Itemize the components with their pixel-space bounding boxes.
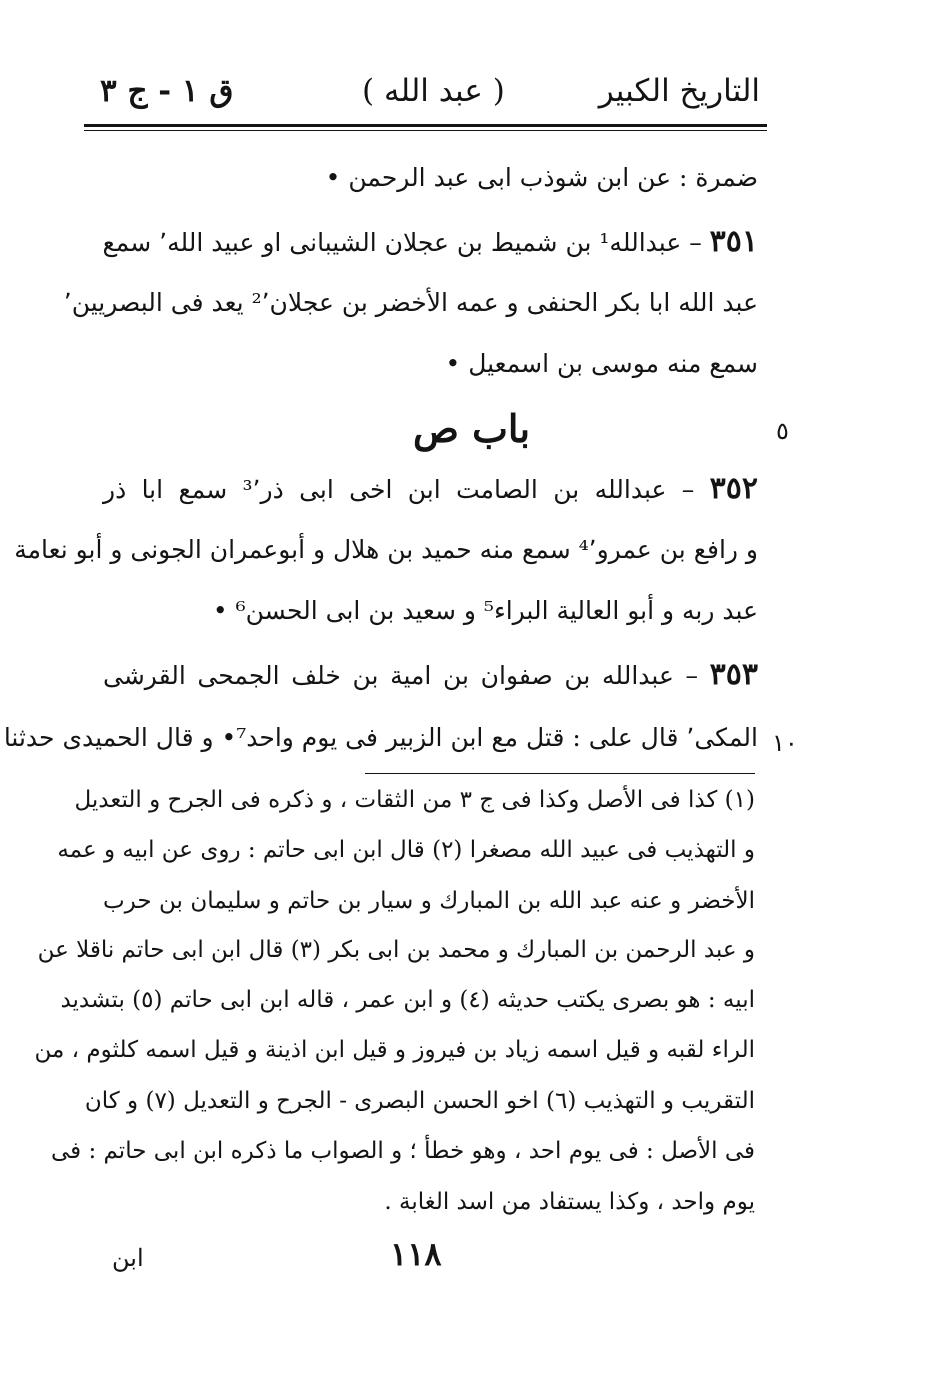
footnote-line: الراء لقبه و قيل اسمه زياد بن فيروز و قيل ابن اذينة و قيل اسمه كلثوم ، من <box>34 1037 755 1063</box>
entry-text: – عبدالله بن الصامت ابن اخى ابى ذر³٬ سمع ابا ذر <box>103 475 695 504</box>
footnote-line: و عبد الرحمن بن المبارك و محمد بن ابى بكر (٣) قال ابن ابى حاتم ناقلا عن <box>37 937 755 963</box>
catchword: ابن <box>112 1244 144 1272</box>
entry-351-line-1 <box>103 222 758 263</box>
footnote-line: التقريب و التهذيب (٦) اخو الحسن البصرى - الجرح و التعديل (٧) و كان <box>84 1088 755 1114</box>
entry-352-line-2: و رافع بن عمرو⁴٬ سمع منه حميد بن هلال و أبوعمران الجونى و أبو نعامة <box>14 535 758 564</box>
footnote-line: و التهذيب فى عبيد الله مصغرا (٢) قال ابن ابى حاتم : روى عن ابيه و عمه <box>57 837 755 863</box>
text-line: ضمرة : عن ابن شوذب ابى عبد الرحمن • <box>325 163 758 192</box>
footnote-line: (١) كذا فى الأصل وكذا فى ج ٣ من الثقات ، و ذكره فى الجرح و التعديل <box>74 787 755 813</box>
section-title: ( عبد الله ) <box>362 73 505 109</box>
entry-351-line-2: عبد الله ابا بكر الحنفى و عمه الأخضر بن عجلان²٬ يعد فى البصريين٬ <box>63 288 758 317</box>
header-rule-thick <box>84 124 767 127</box>
entry-351-line-3: سمع منه موسى بن اسمعيل • <box>445 349 758 378</box>
entry-number: ٣٥٣ <box>709 657 759 692</box>
book-title: التاريخ الكبير <box>598 73 760 109</box>
entry-353-line-1 <box>103 655 758 696</box>
running-header <box>100 66 760 116</box>
entry-number: ٣٥٢ <box>709 471 758 506</box>
entry-352-line-1 <box>103 469 758 510</box>
entry-text: – عبدالله¹ بن شميط بن عجلان الشيبانى او عبيد الله٬ سمع <box>102 228 702 257</box>
footnote-line: الأخضر و عنه عبد الله بن المبارك و سيار بن حاتم و سليمان بن حرب <box>103 888 755 914</box>
volume-label: ق ١ - ج ٣ <box>100 73 234 109</box>
header-rule-thin <box>84 130 767 131</box>
entry-352-line-3: عبد ربه و أبو العالية البراء⁵ و سعيد بن ابى الحسن⁶ • <box>212 596 758 625</box>
footnote-rule <box>365 773 755 774</box>
entry-353-line-2: المكى٬ قال على : قتل مع ابن الزبير فى يوم واحد⁷• و قال الحميدى حدثنا <box>3 723 758 752</box>
page-number: ١١٨ <box>390 1235 442 1273</box>
margin-line-number-10: ١٠ <box>772 729 798 757</box>
chapter-heading: باب ص <box>412 406 531 451</box>
margin-line-number-5: ٥ <box>776 417 789 445</box>
entry-number: ٣٥١ <box>709 224 758 259</box>
footnote-line: ابيه : هو بصرى يكتب حديثه (٤) و ابن عمر ، قاله ابن ابى حاتم (٥) بتشديد <box>60 987 755 1013</box>
footnote-line: يوم واحد ، وكذا يستفاد من اسد الغابة . <box>384 1189 755 1215</box>
footnote-line: فى الأصل : فى يوم احد ، وهو خطأ ؛ و الصواب ما ذكره ابن ابى حاتم : فى <box>50 1138 755 1164</box>
entry-text: – عبدالله بن صفوان بن امية بن خلف الجمحى القرشى <box>103 661 699 690</box>
